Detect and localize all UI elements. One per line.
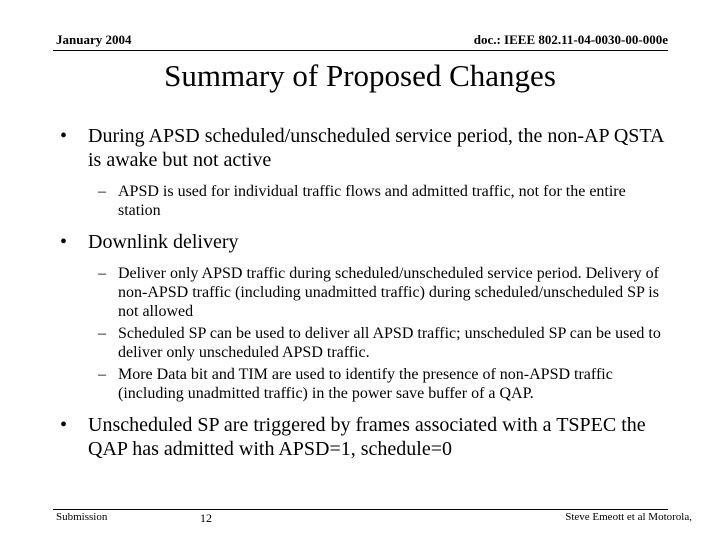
bullet-dot-icon: • [60, 231, 68, 253]
header-doc-id: doc.: IEEE 802.11-04-0030-00-000e [473, 32, 668, 47]
dash-icon: – [98, 366, 106, 383]
bullet-text: During APSD scheduled/unscheduled service period, the non-AP QSTA is awake but not active [88, 125, 664, 171]
footer-divider [53, 509, 668, 510]
sub-bullet [60, 324, 670, 362]
bullet-dot-icon: • [60, 125, 68, 147]
bullet-1 [60, 124, 670, 172]
dash-icon: – [98, 325, 106, 342]
dash-icon: – [98, 265, 106, 282]
slide-title: Summary of Proposed Changes [164, 58, 556, 93]
header-divider [53, 50, 668, 51]
sub-bullet [60, 365, 670, 403]
dash-icon: – [98, 183, 106, 200]
bullet-3 [60, 413, 670, 461]
bullet-2 [60, 230, 670, 254]
footer-author: Steve Emeott et al Motorola, [565, 511, 692, 523]
sub-bullet [60, 182, 670, 220]
sub-bullet [60, 264, 670, 321]
sub-bullet-text: Scheduled SP can be used to deliver all APSD traffic; unscheduled SP can be used to deliver only unscheduled APSD traffic. [118, 325, 661, 361]
sub-bullet-text: APSD is used for individual traffic flows and admitted traffic, not for the entire station [118, 183, 626, 219]
slide-body [60, 124, 670, 471]
bullet-dot-icon: • [60, 414, 68, 436]
bullet-text: Downlink delivery [88, 231, 239, 253]
sub-bullet-text: Deliver only APSD traffic during scheduled/unscheduled service period. Delivery of non-APSD traffic (including unadmitted traffic) during scheduled/unscheduled SP is not allowed [118, 265, 659, 320]
page-number: 12 [200, 511, 212, 525]
sub-bullet-text: More Data bit and TIM are used to identify the presence of non-APSD traffic (including unadmitted traffic) in the power save buffer of a QAP. [118, 366, 613, 402]
footer-submission: Submission [56, 511, 108, 523]
bullet-text: Unscheduled SP are triggered by frames associated with a TSPEC the QAP has admitted with APSD=1, schedule=0 [88, 414, 646, 460]
header-date: January 2004 [56, 32, 132, 47]
